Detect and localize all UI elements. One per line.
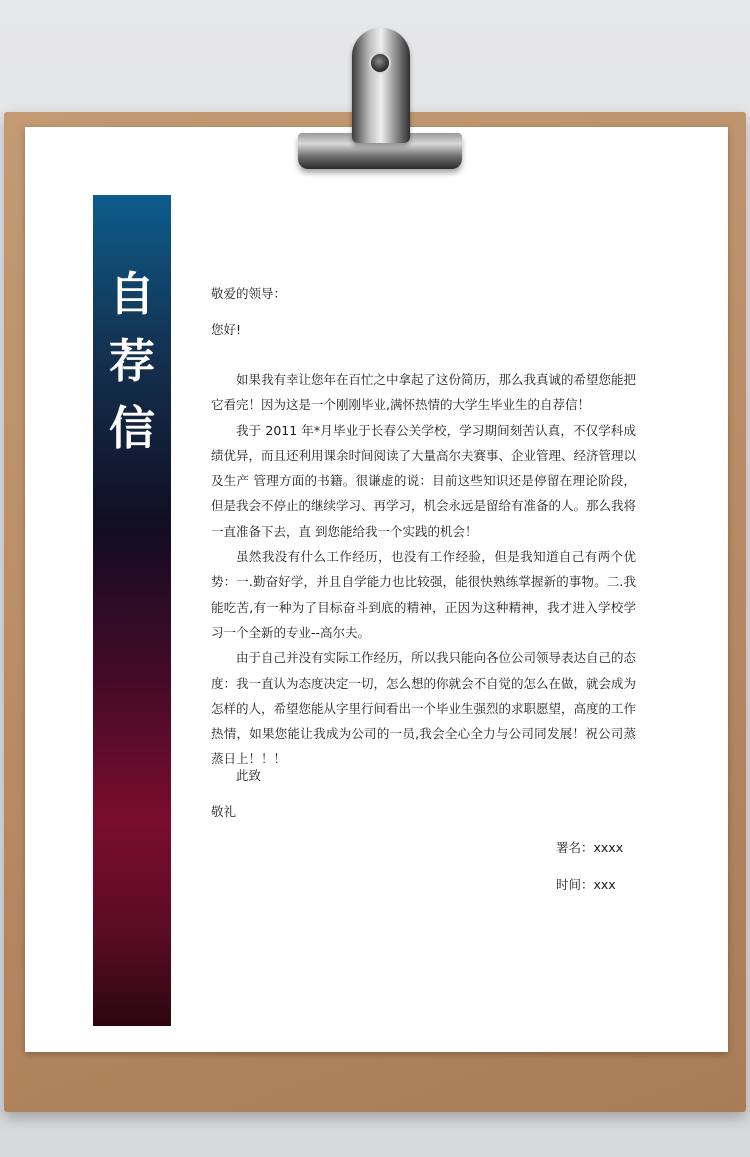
clipboard-clip-lever <box>352 28 410 143</box>
letter-closing-1: 此致 <box>236 768 262 783</box>
signature-name: 署名：xxxx <box>556 840 624 855</box>
letter-paragraph: 如果我有幸让您年在百忙之中拿起了这份简历，那么我真诚的希望您能把它看完！因为这是一个刚刚毕业,满怀热情的大学生毕业生的自荐信！ <box>211 372 637 413</box>
letter-closing-2: 敬礼 <box>211 804 237 819</box>
clip-rivet-icon <box>369 52 391 74</box>
letter-body <box>211 367 636 772</box>
letter-salutation: 敬爱的领导： <box>211 286 287 301</box>
letter-greeting: 您好! <box>211 322 242 337</box>
letter-paragraph: 我于 2011 年*月毕业于长春公关学校，学习期间刻苦认真，不仅学科成绩优异，而且还利用课余时间阅读了大量高尔夫赛事、企业管理、经济管理以及生产 管理方面的书籍。很谦虚的说：目前这些知识还是停留在理论阶段，但是我会不停止的继续学习、再学习，机会永远是留给有准备的人。那么我将一直准备下去，直 到您能给我一个实践的机会！ <box>211 422 637 539</box>
banner-title: 自荐信 <box>109 267 155 455</box>
letter-paragraph: 由于自己并没有实际工作经历，所以我只能向各位公司领导表达自己的态度：我一直认为态度决定一切，怎么想的你就会不自觉的怎么在做，就会成为怎样的人，希望您能从字里行间看出一个毕业生强烈的求职愿望，高度的工作热情，如果您能让我成为公司的一员,我会全心全力与公司同发展！祝公司蒸蒸日上！！！ <box>211 650 637 767</box>
signature-date: 时间：xxx <box>556 877 616 892</box>
title-banner <box>93 195 171 1026</box>
letter-paragraph: 虽然我没有什么工作经历，也没有工作经验，但是我知道自己有两个优势：一.勤奋好学，并且自学能力也比较强，能很快熟练掌握新的事物。二.我能吃苦,有一种为了目标奋斗到底的精神，正因为这种精神，我才进入学校学习一个全新的专业--高尔夫。 <box>211 549 636 640</box>
